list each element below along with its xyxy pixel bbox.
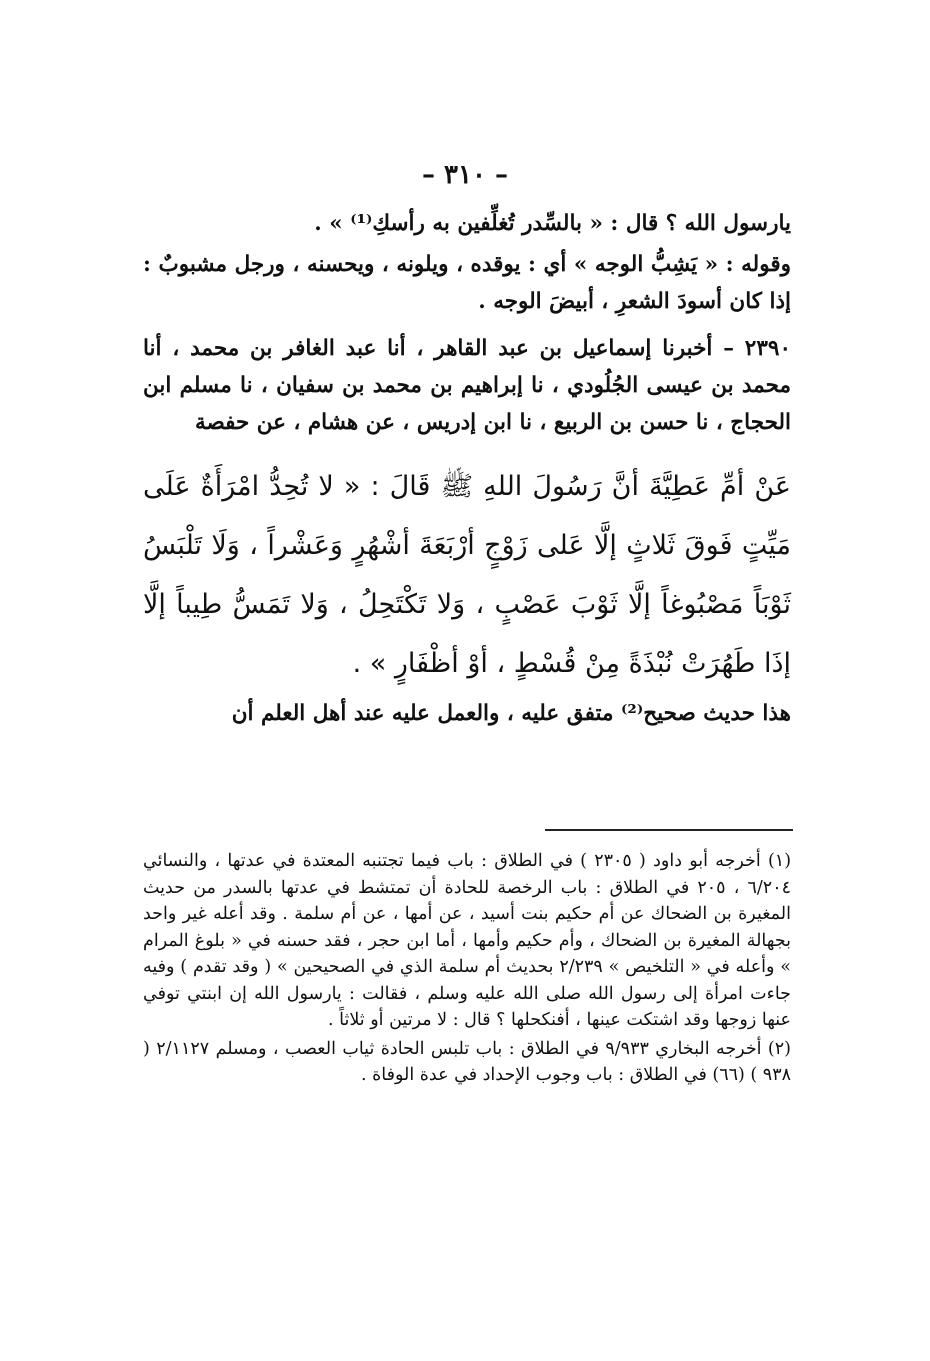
- paragraph-1: يارسول الله ؟ قال : « بالسِّدر تُغلِّفين به رأسكِ⁽¹⁾ » .: [314, 211, 791, 236]
- main-text: [143, 205, 791, 736]
- footnotes: [143, 848, 791, 1091]
- paragraph-2: وقوله : « يَشِبُّ الوجه » أي : يوقده ، ويلونه ، ويحسنه ، ورجل مشبوبٌ : إذا كان أسودَ الشعرِ ، أبيضَ الوجه .: [143, 252, 791, 314]
- footnote-separator: [545, 829, 793, 831]
- hadith-text: عَنْ أمِّ عَطِيَّةَ أنَّ رَسُولَ اللهِ ﷺ قَالَ : « لا تُحِدُّ امْرَأَةٌ عَلَى مَيِّتٍ فَوقَ ثَلاثٍ إلَّا عَلى زَوْجٍ أرْبَعَةَ أشْهُرٍ وَعَشْراً ، وَلَا تَلْبَسُ ثَوْبَاً مَصْبُوغاً إلَّا ثَوْبَ عَصْبٍ ، وَلا تَكْتَحِلُ ، وَلا تَمَسُّ طِيباً إلَّا إذَا طَهُرَتْ نُبْذَةً مِنْ قُسْطٍ ، أوْ أظْفَارٍ » .: [143, 471, 791, 679]
- footnote-1: (١) أخرجه أبو داود ( ٢٣٠٥ ) في الطلاق : باب فيما تجتنبه المعتدة في عدتها ، والنسائي ٦/٢٠٤ ، ٢٠٥ في الطلاق : باب الرخصة للحادة أن تمتشط في عدتها بالسدر من حديث المغيرة بن الضحاك عن أم حكيم بنت أسيد ، عن أمها ، عن أم سلمة . وقد أعله غير واحد بجهالة المغيرة بن الضحاك ، وأم حكيم وأمها ، أما ابن حجر ، فقد حسنه في « بلوغ المرام » وأعله في « التلخيص » ٢/٢٣٩ بحديث أم سلمة الذي في الصحيحين » ( وقد تقدم ) وفيه جاءت امرأة إلى رسول الله صلى الله عليه وسلم ، فقالت : يارسول الله إن ابنتي توفي عنها زوجها وقد اشتكت عينها ، أفنكحلها ؟ قال : لا مرتين أو ثلاثاً .: [143, 851, 792, 1030]
- closing-line: هذا حديث صحيح⁽²⁾ متفق عليه ، والعمل عليه عند أهل العلم أن: [231, 701, 791, 726]
- footnote-2: (٢) أخرجه البخاري ٩/٩٣٣ في الطلاق : باب تلبس الحادة ثياب العصب ، ومسلم ٢/١١٢٧ ( ٩٣٨ ) (٦٦) في الطلاق : باب وجوب الإحداد في عدة الوفاة .: [143, 1038, 791, 1085]
- paragraph-isnad: ٢٣٩٠ – أخبرنا إسماعيل بن عبد القاهر ، أنا عبد الغافر بن محمد ، أنا محمد بن عيسى الجُلُودي ، نا إبراهيم بن محمد بن سفيان ، نا مسلم ابن الحجاج ، نا حسن بن الربيع ، نا ابن إدريس ، عن هشام ، عن حفصة: [143, 336, 791, 435]
- page-number: – ٣١٠ –: [421, 160, 509, 190]
